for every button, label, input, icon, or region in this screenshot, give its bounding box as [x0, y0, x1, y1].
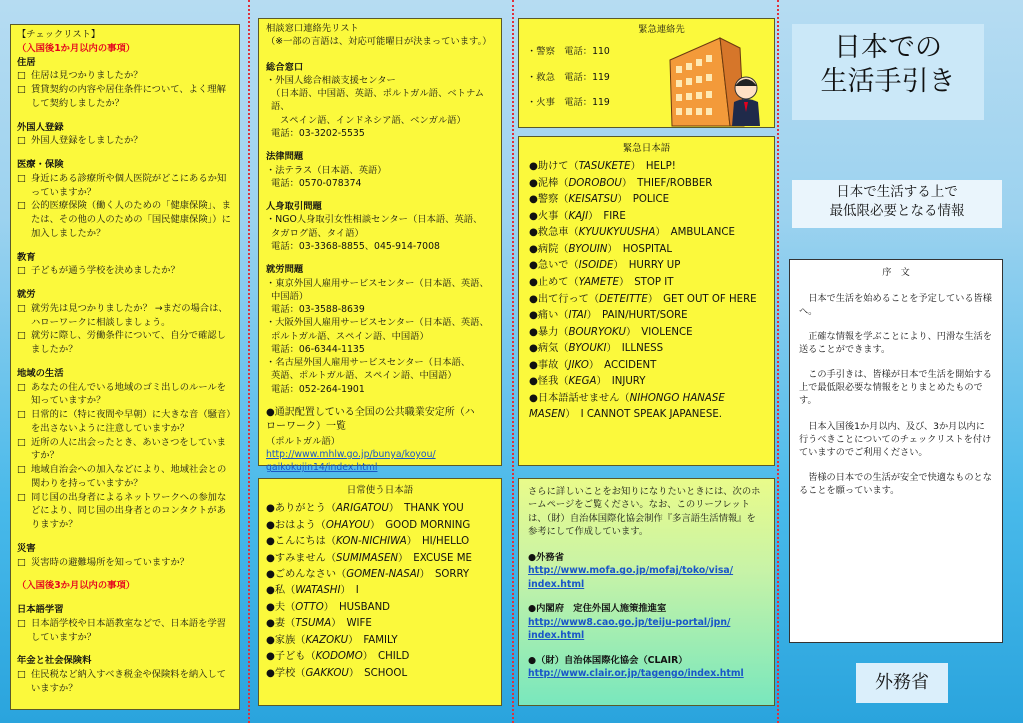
phrase-romaji: TASUKETE [578, 161, 631, 173]
checklist-item [17, 668, 233, 696]
emergency-phrase [529, 159, 764, 176]
phrase-romaji: BOURYOKU [568, 326, 627, 338]
phrase-romaji: JIKO [568, 359, 589, 371]
general-heading: 総合窓口 [266, 61, 304, 73]
emergency-phrase [529, 275, 764, 292]
checklist-item [17, 617, 233, 645]
phrase-japanese: ●私（ [266, 585, 296, 597]
phrase-romaji: ARIGATOU [336, 503, 389, 515]
phrase-english: ） HELP! [630, 161, 676, 173]
checklist-section-heading: 教育 [17, 251, 36, 263]
cover-title [792, 24, 984, 120]
checklist-item-text: 住居は見つかりましたか？ [31, 70, 143, 82]
phrase-romaji: KEGA [568, 376, 597, 388]
phrase-romaji: DOROBOU [568, 177, 622, 189]
phrase-english: ） GET OUT OF HERE [647, 293, 757, 305]
cao-heading: ●内閣府 定住外国人施策推進室 [528, 603, 667, 615]
phrase-japanese: ●泥棒（ [529, 177, 569, 189]
phrase-english: ） I [340, 585, 359, 597]
phrase-japanese: ●夫（ [266, 601, 296, 613]
checklist-item-text: 近所の人に出会ったとき、あいさつをしていますか？ [31, 436, 226, 462]
checklist-item [17, 436, 233, 464]
phrase-english: ） POLICE [617, 194, 670, 206]
contact-note: （※一部の言語は、対応可能曜日が決まっています。） [266, 36, 492, 48]
mofa-heading: ●外務省 [528, 551, 565, 563]
more-info-intro: さらに詳しいことをお知りになりたいときには、次のホームページをご覧ください。なお、このリーフレットは、（財）自治体国際化協会制作『多言語生活情報』を参考にして作成しています。 [528, 486, 761, 538]
preface-paragraph: 日本で生活を始めることを予定している皆様へ。 [799, 293, 992, 318]
work-heading: 就労問題 [266, 264, 304, 276]
contact-title: 相談窓口連絡先リスト [266, 23, 359, 34]
cover-subtitle [792, 180, 1002, 228]
traffic-heading: 人身取引問題 [266, 201, 322, 213]
phrase-romaji: OHAYOU [325, 519, 370, 531]
checklist-period-3month: （入国後3か月以内の事項） [17, 580, 136, 592]
phrase-romaji: SUMIMASEN [336, 552, 399, 564]
checklist-item [17, 83, 233, 111]
phrase-japanese: ●警察（ [529, 194, 569, 206]
emergency-phrase [529, 292, 764, 309]
checklist-item [17, 264, 233, 278]
checkbox-icon[interactable]: □ [17, 172, 26, 184]
ambulance-number: ・救急 電話：119 [527, 71, 610, 83]
phrase-english: ） CHILD [362, 651, 410, 663]
checklist-item [17, 556, 233, 570]
checklist-item-text: 日常的に（特に夜間や早朝）に大きな音（騒音）を出さないように注意していますか？ [31, 409, 231, 434]
checklist-item [17, 463, 233, 491]
checklist-title: 【チェックリスト】 [17, 29, 101, 40]
phrase-english: ） GOOD MORNING [370, 519, 471, 531]
phrase-english: ） STOP IT [618, 276, 674, 288]
checklist-item [17, 199, 233, 240]
checklist-section-heading: 地域の生活 [17, 367, 64, 379]
daily-phrase [266, 633, 494, 649]
phrase-english: ） THANK YOU [388, 503, 464, 515]
phrase-english: ） HOSPITAL [607, 243, 673, 255]
checklist-item [17, 172, 233, 200]
checklist-item [17, 69, 233, 83]
checklist-section-heading: 日本語学習 [17, 604, 64, 615]
checklist-section-heading: 外国人登録 [17, 121, 64, 133]
emergency-japanese-title: 緊急日本語 [622, 143, 671, 154]
phrase-japanese: ●家族（ [266, 634, 306, 646]
phrase-romaji: TSUMA [295, 618, 332, 630]
daily-phrase [266, 616, 494, 632]
phrase-romaji: WATASHI [295, 585, 341, 597]
general-languages: （日本語、中国語、英語、ポルトガル語、ベトナム語、 [271, 88, 485, 113]
general-center: ・外国人総合相談支援センター [266, 74, 396, 86]
phrase-japanese: ●病院（ [529, 243, 569, 255]
clair-link[interactable]: http://www.clair.or.jp/tagengo/index.html [528, 668, 744, 680]
work-tokyo-lang: 中国語） [271, 290, 309, 302]
phrase-romaji: GOMEN-NASAI [346, 568, 420, 580]
daily-phrase [266, 600, 494, 616]
phrase-romaji: KEISATSU [568, 194, 618, 206]
phrase-romaji: GAKKOU [305, 667, 349, 679]
checklist-item-text: 就労に際し、労働条件について、自分で確認しましたか？ [31, 330, 226, 355]
work-osaka-tel: 電話：06-6344-1135 [271, 343, 365, 355]
preface-paragraph: この手引きは、皆様が日本で生活を開始する上で最低限必要な情報をとりまとめたものです。 [799, 369, 992, 407]
work-nagoya: ・名古屋外国人雇用サービスセンター（日本語、 [266, 357, 471, 369]
phrase-japanese: ●救急車（ [529, 227, 579, 239]
phrase-english: ） SCHOOL [348, 667, 408, 679]
phrase-japanese: ●こんにちは（ [266, 536, 337, 548]
phrase-english: ） VIOLENCE [626, 326, 693, 338]
daily-phrase [266, 583, 494, 599]
daily-japanese-panel [258, 478, 502, 706]
phrase-japanese: ●子ども（ [266, 651, 316, 663]
traffic-languages: タガログ語、タイ語） [271, 227, 364, 239]
phrase-english: ） WIFE [331, 618, 372, 630]
phrase-romaji: YAMETE [578, 276, 619, 288]
emergency-phrase [529, 176, 764, 193]
emergency-phrase [529, 358, 764, 375]
emergency-phrase [529, 308, 764, 325]
preface-paragraph: 日本入国後1か月以内、及び、3か月以内に行うべきことについてのチェックリストを付けていますのでご利用ください。 [799, 420, 992, 458]
fire-number: ・火事 電話：119 [527, 97, 610, 109]
legal-tel: 電話：0570-078374 [271, 177, 362, 189]
checklist-item-text: あなたの住んでいる地域のゴミ出しのルールを知っていますか？ [31, 381, 227, 407]
work-nagoya-tel: 電話：052-264-1901 [271, 383, 365, 395]
work-tokyo-tel: 電話：03-3588-8639 [271, 304, 365, 316]
daily-phrase [266, 551, 494, 567]
preface-title: 序 文 [882, 267, 910, 278]
checklist-item [17, 302, 233, 330]
checklist-item-text: 公的医療保険（働く人のための「健康保険」、または、その他の人のための「国民健康保険」）に加入しましたか？ [31, 200, 231, 239]
phrase-english: ） I CANNOT SPEAK JAPANESE. [565, 409, 723, 421]
phrase-japanese: ●怪我（ [529, 376, 569, 388]
phrase-romaji: BYOUIN [568, 243, 608, 255]
cover-title-line-1: 日本での [834, 32, 942, 63]
phrase-japanese: ●事故（ [529, 359, 569, 371]
phrase-japanese: ●妻（ [266, 618, 296, 630]
work-osaka-lang: ポルトガル語、スペイン語、中国語） [271, 330, 429, 342]
hellowork-link[interactable]: http://www.mhlw.go.jp/bunya/koyou/ [266, 448, 436, 460]
phrase-japanese: ●病気（ [529, 343, 569, 355]
phrase-romaji: KAZOKU [305, 634, 349, 646]
phrase-romaji: OTTO [295, 601, 324, 613]
publisher-label: 外務省 [856, 663, 948, 703]
daily-phrase [266, 518, 494, 534]
emergency-phrase [529, 258, 764, 275]
daily-phrase [266, 649, 494, 665]
checkbox-icon[interactable]: □ [17, 491, 26, 503]
phrase-english: ） HI/HELLO [406, 536, 470, 548]
checklist-item-text: 災害時の避難場所を知っていますか？ [31, 556, 190, 568]
contact-list-panel [258, 18, 502, 474]
checklist-section-heading: 住居 [17, 56, 36, 68]
emergency-phrase [529, 242, 764, 259]
hellowork-line-1: ●通訳配置している全国の公共職業安定所（ハ [266, 407, 475, 419]
phrase-romaji: KYUUKYUUSHA [578, 227, 656, 239]
fold-line [512, 0, 514, 723]
work-osaka: ・大阪外国人雇用サービスセンター（日本語、英語、 [266, 317, 489, 329]
checkbox-icon[interactable]: □ [17, 70, 26, 82]
legal-heading: 法律問題 [266, 151, 304, 163]
checkbox-icon[interactable]: □ [17, 409, 26, 420]
checklist-item [17, 381, 233, 409]
cover-subtitle-line-1: 日本で生活する上で [836, 184, 958, 200]
legal-center: ・法テラス（日本語、英語） [266, 164, 387, 176]
phrase-japanese: ●日本語話せません（ [529, 392, 630, 404]
checkbox-icon[interactable]: □ [17, 436, 26, 448]
phrase-romaji: DETEITTE [599, 293, 648, 305]
checkbox-icon[interactable]: □ [17, 669, 26, 680]
phrase-english: ） PAIN/HURT/SORE [586, 310, 688, 322]
cover-title-line-2: 生活手引き [820, 66, 956, 98]
phrase-romaji: KON-NICHIWA [336, 536, 407, 548]
cao-link[interactable]: http://www8.cao.go.jp/teiju-portal/jpn/ [528, 616, 731, 628]
general-tel: 電話：03-3202-5535 [271, 127, 365, 139]
phrase-romaji: KODOMO [315, 651, 363, 663]
phrase-japanese: ●おはよう（ [266, 519, 326, 531]
checklist-sections-1month [17, 56, 233, 570]
checkbox-icon[interactable]: □ [17, 381, 26, 393]
checklist-item [17, 491, 233, 532]
phrase-english: ） ACCIDENT [588, 359, 657, 371]
phrase-romaji: ITAI [568, 310, 587, 322]
checklist-section-heading: 年金と社会保険料 [17, 655, 92, 667]
police-number: ・警察 電話：110 [527, 45, 610, 57]
checklist-section-heading: 医療・保険 [17, 159, 64, 170]
phrase-japanese: ●暴力（ [529, 326, 569, 338]
phrase-english: ） SORRY [419, 568, 470, 580]
phrase-romaji: NIHONGO HANASE MASEN [529, 392, 725, 421]
phrase-japanese: ●助けて（ [529, 161, 579, 173]
phrase-japanese: ●ごめんなさい（ [266, 568, 347, 580]
daily-phrase-list [266, 501, 494, 682]
emergency-phrase [529, 391, 764, 424]
checklist-item-text: 賃貸契約の内容や居住条件について、よく理解して契約しましたか？ [31, 84, 226, 109]
phrase-english: ） AMBULANCE [655, 227, 735, 239]
checklist-sections-3month [17, 603, 233, 696]
phrase-japanese: ●ありがとう（ [266, 503, 337, 515]
hellowork-line-2: ローワーク）一覧 [266, 421, 346, 433]
checklist-section-heading: 就労 [17, 289, 36, 300]
phrase-english: ） FAMILY [348, 634, 398, 646]
phrase-japanese: ●止めて（ [529, 276, 579, 288]
checkbox-icon[interactable]: □ [17, 617, 26, 629]
checklist-item-text: 同じ国の出身者によるネットワークへの参加などにより、同じ国の出身者とのコンタクトがありますか？ [31, 491, 227, 530]
clair-heading: ●（財）自治体国際化協会（CLAIR） [528, 654, 688, 666]
work-tokyo: ・東京外国人雇用サービスセンター（日本語、英語、 [266, 277, 489, 289]
phrase-japanese: ●火事（ [529, 210, 569, 222]
emergency-phrase [529, 192, 764, 209]
checkbox-icon[interactable]: □ [17, 556, 26, 568]
preface-paragraph: 正確な情報を学ぶことにより、円滑な生活を送ることができます。 [799, 331, 992, 356]
checkbox-icon[interactable]: □ [17, 464, 26, 475]
phrase-english: ） INJURY [596, 376, 646, 388]
hellowork-link-2[interactable]: gaikokujin14/index.html [266, 462, 378, 474]
phrase-english: ） THIEF/ROBBER [621, 177, 713, 189]
phrase-japanese: ●急いで（ [529, 260, 579, 272]
daily-phrase [266, 534, 494, 550]
cover-subtitle-line-2: 最低限必要となる情報 [829, 203, 965, 220]
emergency-phrase [529, 325, 764, 342]
general-languages-2: スペイン語、インドネシア語、ベンガル語） [280, 114, 466, 126]
preface-paragraph: 皆様の日本での生活が安全で快適なものとなることを願っています。 [799, 471, 992, 496]
phrase-english: ） FIRE [588, 210, 626, 222]
phrase-english: ） EXCUSE ME [398, 552, 472, 564]
phrase-romaji: KAJI [568, 210, 589, 222]
checklist-item-text: 日本語学校や日本語教室などで、日本語を学習していますか？ [31, 617, 227, 643]
checklist-item [17, 408, 233, 436]
checklist-item-text: 住民税など納入すべき税金や保険料を納入していますか？ [31, 669, 227, 694]
fold-line [777, 0, 779, 723]
checkbox-icon[interactable]: □ [17, 302, 26, 314]
checklist-item [17, 134, 233, 148]
phrase-japanese: ●出て行って（ [529, 293, 600, 305]
preface-panel [789, 259, 1003, 643]
phrase-japanese: ●痛い（ [529, 310, 569, 322]
fold-line [248, 0, 250, 723]
emergency-japanese-panel [518, 136, 775, 466]
emergency-contacts-title: 緊急連絡先 [638, 24, 685, 35]
work-nagoya-lang: 英語、ポルトガル語、スペイン語、中国語） [271, 370, 457, 382]
daily-phrase [266, 567, 494, 583]
hellowork-line-3: （ポルトガル語） [266, 435, 341, 447]
checkbox-icon[interactable]: □ [17, 330, 26, 342]
phrase-english: ） HUSBAND [323, 601, 391, 613]
emergency-phrase [529, 374, 764, 391]
checklist-item-text: 外国人登録をしましたか？ [31, 135, 143, 147]
daily-title: 日常使う日本語 [346, 485, 414, 496]
building-illustration [660, 30, 766, 126]
checklist-item-text: 地域自治会への加入などにより、地域社会との関わりを持っていますか？ [31, 464, 227, 489]
more-info-panel [518, 478, 775, 706]
emergency-phrase [529, 341, 764, 358]
checkbox-icon[interactable]: □ [17, 265, 26, 277]
cao-link-2[interactable]: index.html [528, 630, 585, 642]
mofa-link-2[interactable]: index.html [528, 578, 585, 590]
checklist-item-text: 就労先は見つかりましたか？ →まだの場合は、ハローワークに相談しましょう。 [31, 302, 228, 328]
phrase-japanese: ●学校（ [266, 667, 306, 679]
checklist-item [17, 329, 233, 357]
daily-phrase [266, 501, 494, 517]
traffic-center: ・NGO人身取引女性相談センター（日本語、英語、 [266, 214, 483, 226]
phrase-english: ） HURRY UP [613, 260, 681, 272]
checklist-item-text: 身近にある診療所や個人医院がどこにあるか知っていますか？ [31, 172, 227, 198]
phrase-english: ） ILLNESS [606, 343, 664, 355]
emergency-phrase-list [529, 159, 764, 423]
checklist-period-1month: （入国後1か月以内の事項） [17, 42, 136, 54]
checklist-panel [10, 24, 240, 710]
checkbox-icon[interactable]: □ [17, 84, 26, 95]
checkbox-icon[interactable]: □ [17, 200, 26, 212]
daily-phrase [266, 666, 494, 682]
checkbox-icon[interactable]: □ [17, 135, 26, 147]
checklist-section-heading: 災害 [17, 542, 36, 554]
checklist-item-text: 子どもが通う学校を決めましたか？ [31, 265, 180, 277]
phrase-romaji: BYOUKI [568, 343, 607, 355]
phrase-japanese: ●すみません（ [266, 552, 337, 564]
mofa-link[interactable]: http://www.mofa.go.jp/mofaj/toko/visa/ [528, 565, 734, 577]
traffic-tel: 電話：03-3368-8855、045-914-7008 [271, 240, 440, 252]
phrase-romaji: ISOIDE [578, 260, 614, 272]
emergency-phrase [529, 225, 764, 242]
emergency-phrase [529, 209, 764, 226]
